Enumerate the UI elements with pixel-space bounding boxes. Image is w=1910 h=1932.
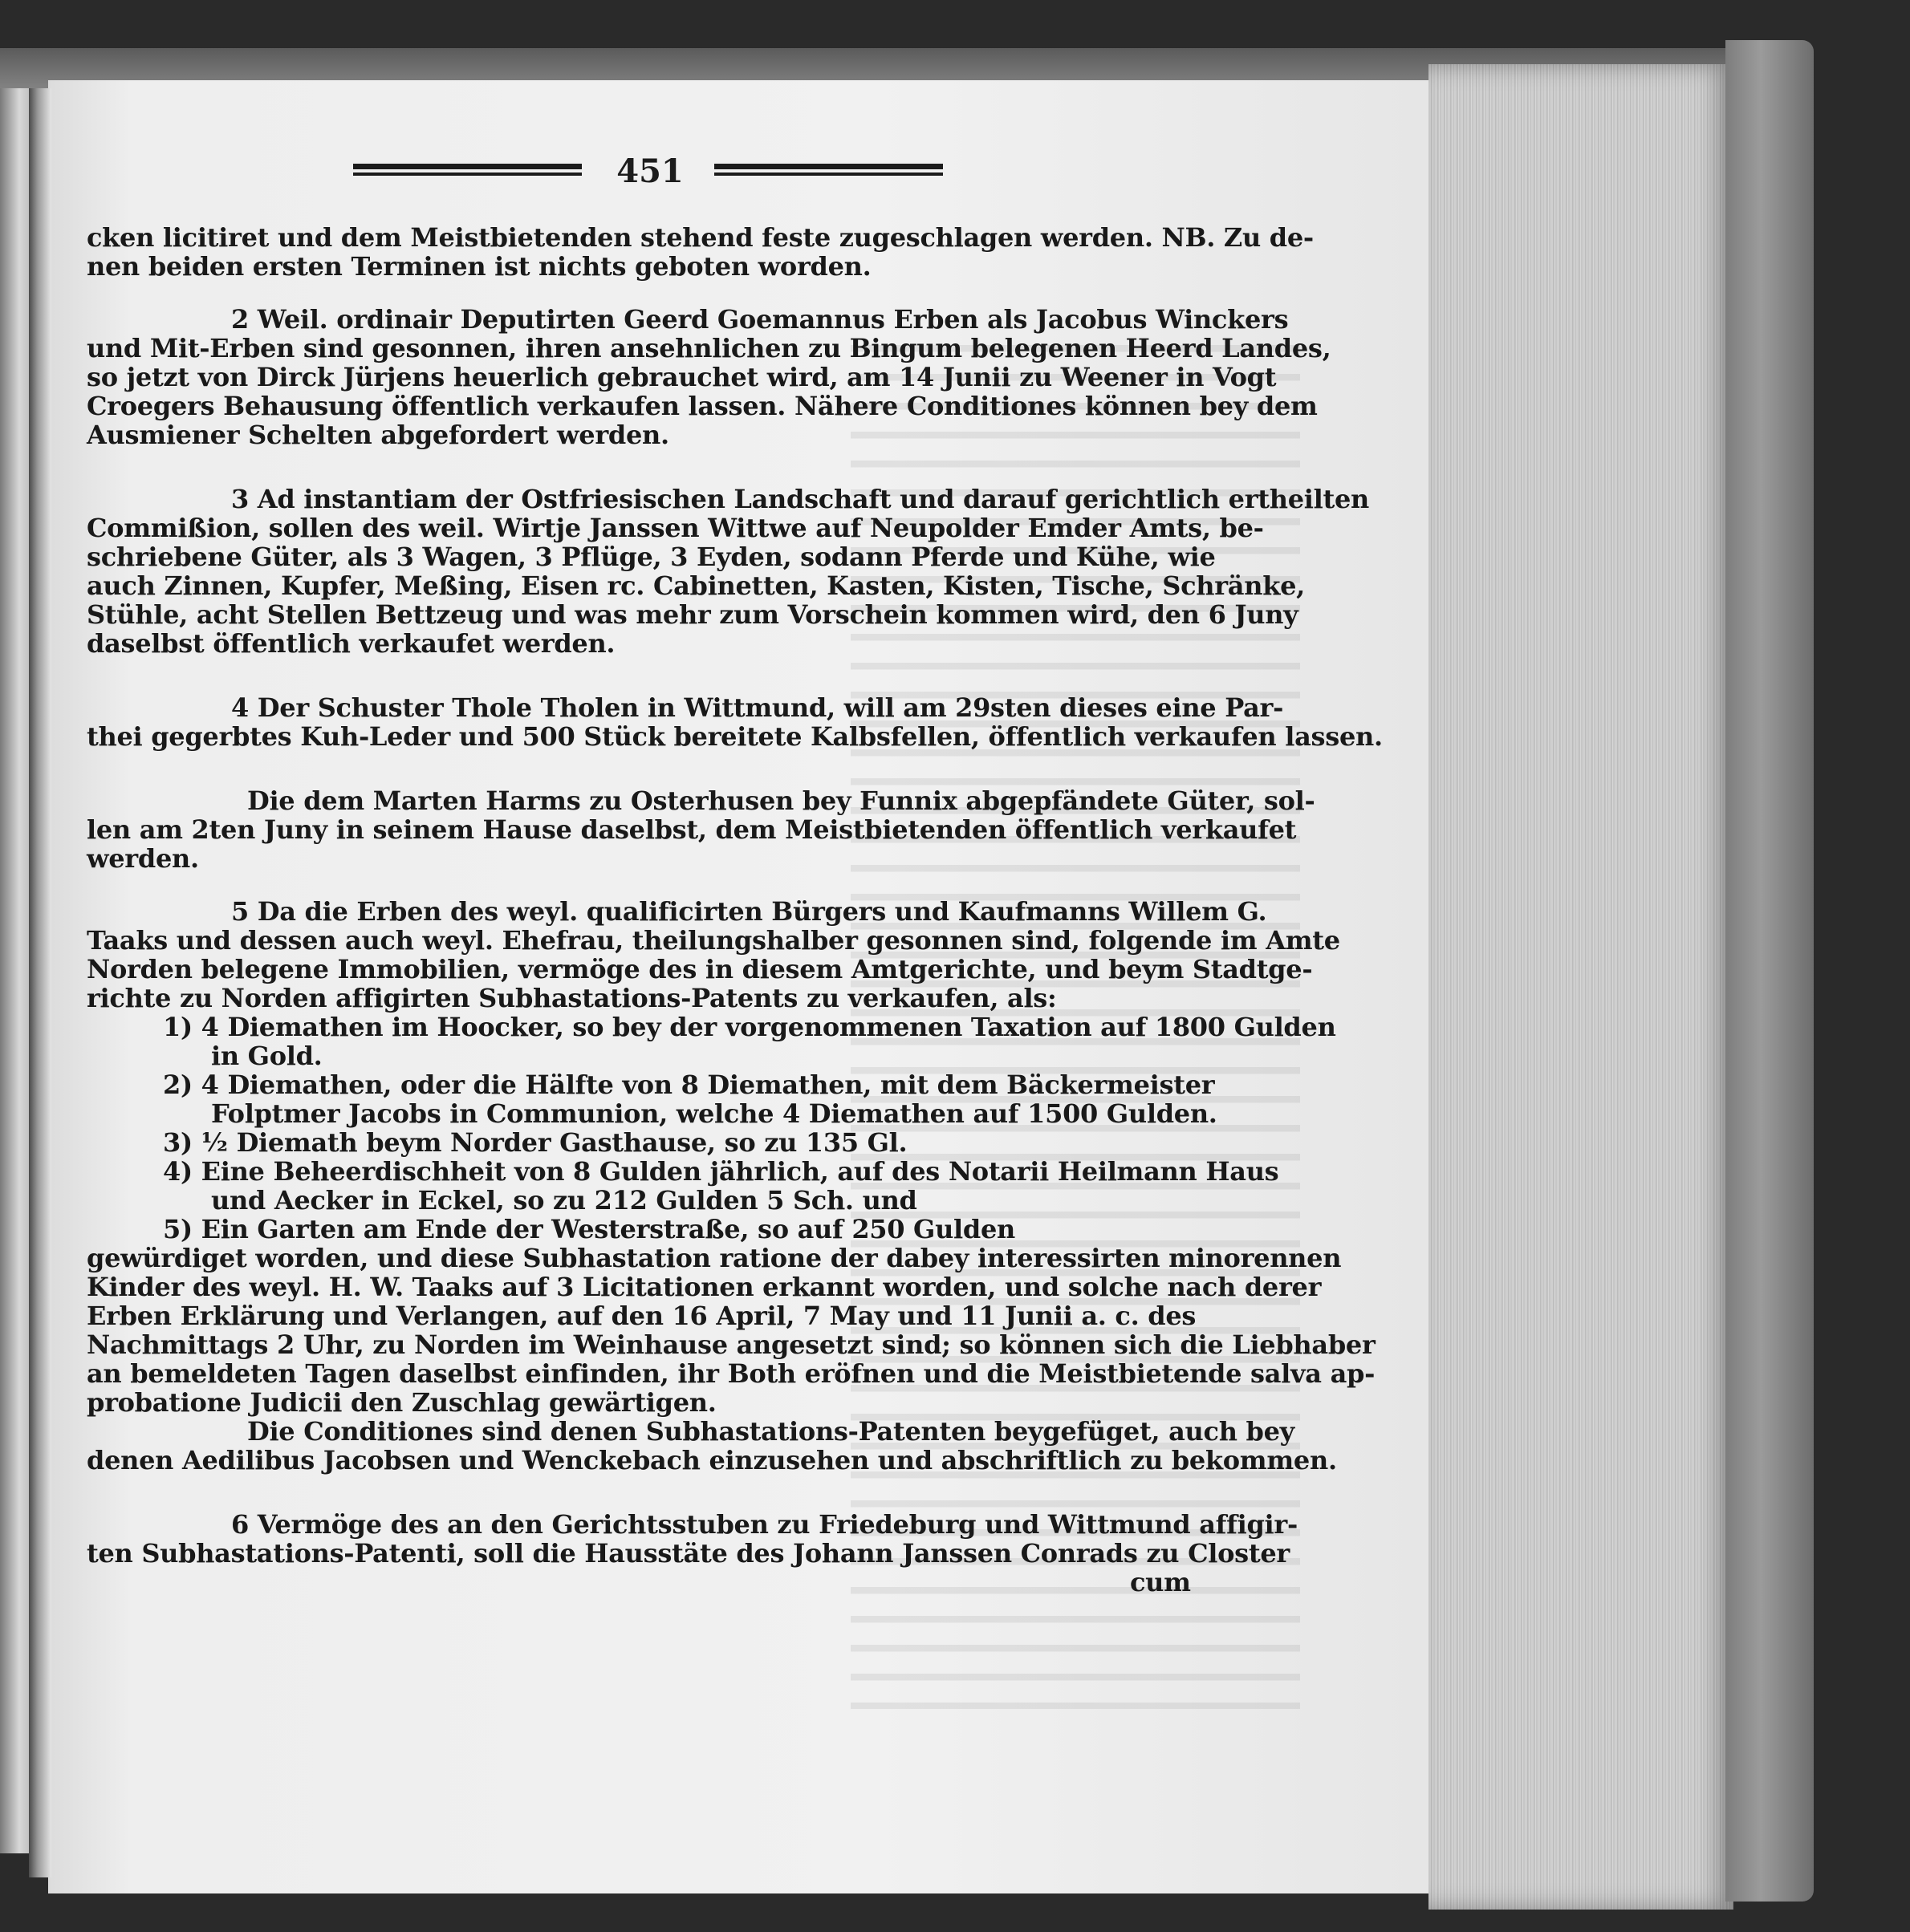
header-rule-left [353, 162, 582, 178]
list-item: 5) Ein Garten am Ende der Westerstraße, so auf 250 Gulden [163, 1214, 1016, 1244]
text-line: Commißion, sollen des weil. Wirtje Janssen Wittwe auf Neupolder Emder Amts, be- [87, 513, 1264, 543]
book-cover [1725, 40, 1814, 1902]
text-line: und Aecker in Eckel, so zu 212 Gulden 5 Sch. und [211, 1185, 917, 1216]
text-line: werden. [87, 843, 199, 874]
text-line: cken licitiret und dem Meistbietenden stehend feste zugeschlagen werden. NB. Zu de- [87, 222, 1314, 253]
text-line: Croegers Behausung öffentlich verkaufen lassen. Nähere Conditiones können bey dem [87, 391, 1318, 421]
facing-page-edge [0, 88, 32, 1853]
text-line: thei gegerbtes Kuh-Leder und 500 Stück bereitete Kalbsfellen, öffentlich verkaufen lassen. [87, 721, 1383, 752]
page-number: 451 [616, 152, 684, 190]
book-gutter [29, 88, 51, 1877]
text-line: Die Conditiones sind denen Subhastations-Patenten beygefüget, auch bey [247, 1416, 1294, 1447]
text-line: an bemeldeten Tagen daselbst einfinden, ihr Both eröfnen und die Meistbietende salva ap- [87, 1358, 1376, 1389]
text-line: Stühle, acht Stellen Bettzeug und was mehr zum Vorschein kommen wird, den 6 Juny [87, 599, 1298, 630]
catchword: cum [1130, 1567, 1191, 1597]
text-line: daselbst öffentlich verkaufet werden. [87, 628, 616, 659]
page-block-edge [1428, 64, 1733, 1910]
page-header [353, 152, 947, 193]
text-line: Kinder des weyl. H. W. Taaks auf 3 Licitationen erkannt worden, und solche nach derer [87, 1272, 1322, 1302]
text-line: 2 Weil. ordinair Deputirten Geerd Goemannus Erben als Jacobus Winckers [231, 304, 1289, 335]
list-item: 3) ½ Diemath beym Norder Gasthause, so zu 135 Gl. [163, 1127, 908, 1158]
text-line: denen Aedilibus Jacobsen und Wenckebach einzusehen und abschriftlich zu bekommen. [87, 1445, 1337, 1475]
page-text [87, 222, 1383, 1597]
text-line: Ausmiener Schelten abgefordert werden. [87, 420, 669, 450]
text-line: nen beiden ersten Terminen ist nichts geboten worden. [87, 251, 872, 282]
text-line: ten Subhastations-Patenti, soll die Hausstäte des Johann Janssen Conrads zu Closter [87, 1538, 1290, 1569]
text-line: in Gold. [211, 1041, 323, 1071]
header-rule-right [714, 162, 943, 178]
text-line: Norden belegene Immobilien, vermöge des in diesem Amtgerichte, und beym Stadtge- [87, 954, 1313, 984]
text-line: 5 Da die Erben des weyl. qualificirten Bürgers und Kaufmanns Willem G. [231, 896, 1267, 927]
text-line: so jetzt von Dirck Jürjens heuerlich gebrauchet wird, am 14 Junii zu Weener in Vogt [87, 362, 1277, 392]
text-line: richte zu Norden affigirten Subhastations-Patents zu verkaufen, als: [87, 983, 1057, 1013]
text-line: Nachmittags 2 Uhr, zu Norden im Weinhause angesetzt sind; so können sich die Liebhaber [87, 1329, 1376, 1360]
text-line: und Mit-Erben sind gesonnen, ihren ansehnlichen zu Bingum belegenen Heerd Landes, [87, 333, 1331, 363]
text-line: probatione Judicii den Zuschlag gewärtigen. [87, 1387, 717, 1418]
text-line: schriebene Güter, als 3 Wagen, 3 Pflüge, 3 Eyden, sodann Pferde und Kühe, wie [87, 542, 1216, 572]
text-line: Folptmer Jacobs in Communion, welche 4 Diemathen auf 1500 Gulden. [211, 1098, 1217, 1129]
text-line: Erben Erklärung und Verlangen, auf den 16 April, 7 May und 11 Junii a. c. des [87, 1301, 1197, 1331]
text-line: auch Zinnen, Kupfer, Meßing, Eisen rc. Cabinetten, Kasten, Kisten, Tische, Schränke, [87, 570, 1305, 601]
list-item: 1) 4 Diemathen im Hoocker, so bey der vorgenommenen Taxation auf 1800 Gulden [163, 1012, 1336, 1042]
text-line: Taaks und dessen auch weyl. Ehefrau, theilungshalber gesonnen sind, folgende im Amte [87, 925, 1340, 956]
text-line: 3 Ad instantiam der Ostfriesischen Landschaft und darauf gerichtlich ertheilten [231, 484, 1370, 514]
list-item: 4) Eine Beheerdischheit von 8 Gulden jährlich, auf des Notarii Heilmann Haus [163, 1156, 1279, 1187]
text-line: Die dem Marten Harms zu Osterhusen bey Funnix abgepfändete Güter, sol- [247, 785, 1315, 816]
text-line: 4 Der Schuster Thole Tholen in Wittmund, will am 29sten dieses eine Par- [231, 692, 1284, 723]
text-line: 6 Vermöge des an den Gerichtsstuben zu Friedeburg und Wittmund affigir- [231, 1509, 1298, 1540]
list-item: 2) 4 Diemathen, oder die Hälfte von 8 Diemathen, mit dem Bäckermeister [163, 1070, 1215, 1100]
text-line: gewürdiget worden, und diese Subhastation ratione der dabey interessirten minorennen [87, 1243, 1342, 1273]
text-line: len am 2ten Juny in seinem Hause daselbst, dem Meistbietenden öffentlich verkaufet [87, 814, 1297, 845]
